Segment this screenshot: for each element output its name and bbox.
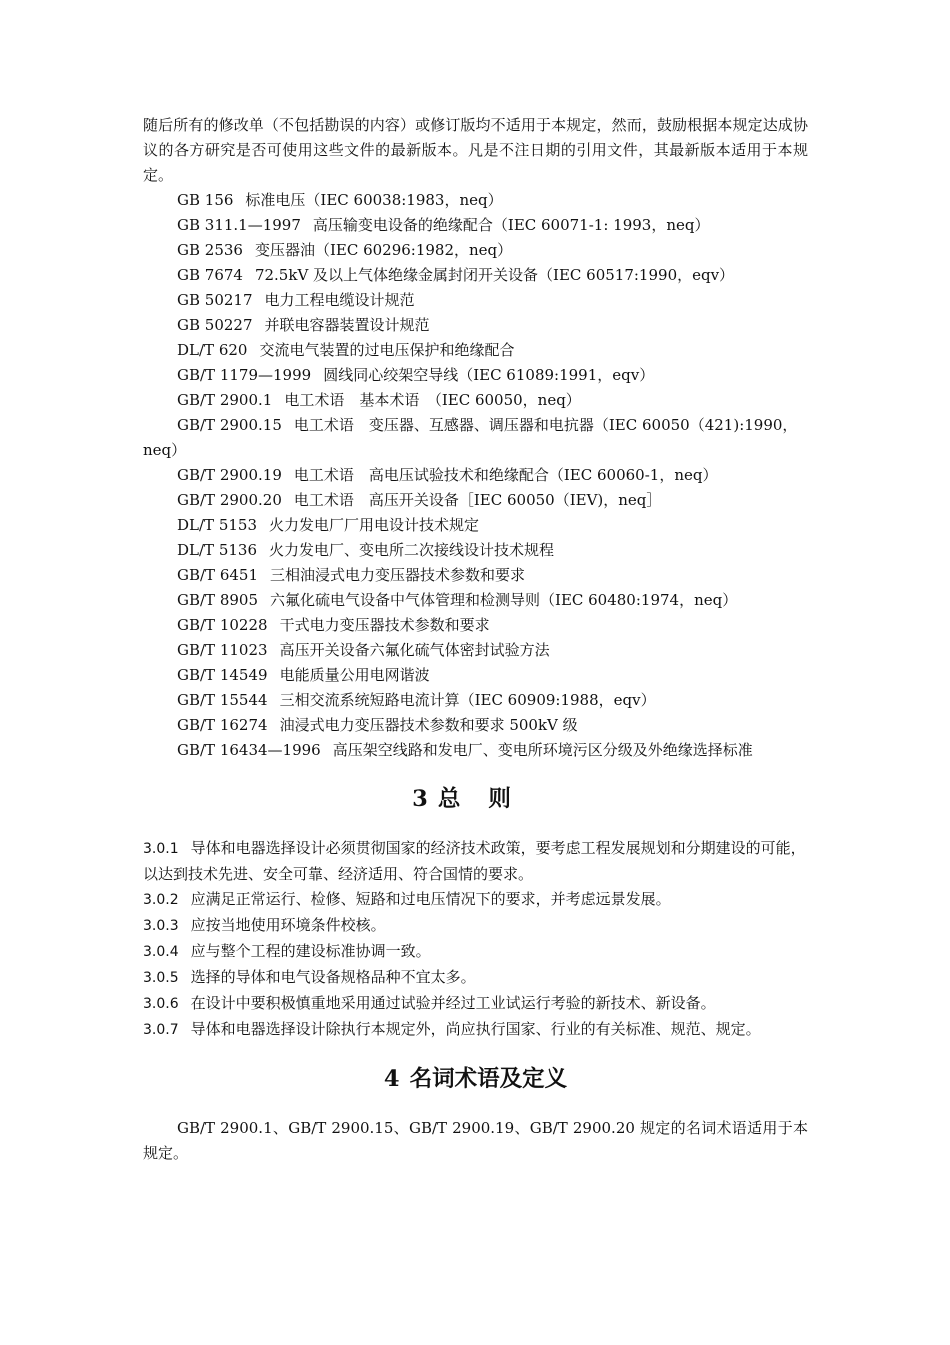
clause-number: 3.0.1 (143, 841, 179, 857)
reference-title: 火力发电厂厂用电设计技术规定 (269, 516, 480, 534)
reference-title: 标准电压（IEC 60038:1983，neq） (245, 191, 503, 209)
reference-code: GB/T 1179—1999 (177, 366, 312, 384)
reference-code: GB 50217 (177, 291, 253, 309)
reference-code: GB/T 2900.20 (177, 491, 282, 509)
reference-code: GB/T 16274 (177, 716, 268, 734)
spacer (143, 812, 808, 836)
reference-item (143, 313, 808, 338)
reference-code: GB/T 10228 (177, 616, 268, 634)
reference-code: DL/T 5153 (177, 516, 257, 534)
clause-number: 3.0.4 (143, 944, 179, 960)
section-4-heading (143, 1067, 808, 1092)
clause-number: 3.0.5 (143, 970, 179, 986)
reference-item (143, 463, 808, 488)
section-4-paragraph: GB/T 2900.1、GB/T 2900.15、GB/T 2900.19、GB/T 2900.20 规定的名词术语适用于本规定。 (143, 1119, 808, 1162)
reference-code: GB/T 6451 (177, 566, 259, 584)
reference-item (143, 388, 808, 413)
spacer (143, 1092, 808, 1116)
reference-item (143, 563, 808, 588)
reference-title: 干式电力变压器技术参数和要求 (279, 616, 490, 634)
reference-item (143, 713, 808, 738)
reference-code: GB/T 2900.15 (177, 416, 282, 434)
reference-code: DL/T 620 (177, 341, 248, 359)
reference-title: 六氟化硫电气设备中气体管理和检测导则（IEC 60480:1974，neq） (270, 591, 738, 609)
clause-number: 3.0.2 (143, 892, 179, 908)
reference-code: GB 311.1—1997 (177, 216, 301, 234)
reference-code: GB/T 2900.19 (177, 466, 282, 484)
reference-code: GB 2536 (177, 241, 243, 259)
section-number: 4 (383, 1066, 400, 1092)
reference-title: 交流电气装置的过电压保护和绝缘配合 (259, 341, 515, 359)
reference-item (143, 213, 808, 238)
reference-title: 高压开关设备六氟化硫气体密封试验方法 (279, 641, 550, 659)
reference-title: 高压架空线路和发电厂、变电所环境污区分级及外绝缘选择标准 (332, 741, 753, 759)
reference-title: 72.5kV 及以上气体绝缘金属封闭开关设备（IEC 60517:1990，eqv） (254, 266, 735, 284)
reference-title: 电能质量公用电网谐波 (279, 666, 430, 684)
reference-code: GB/T 15544 (177, 691, 268, 709)
reference-code: GB/T 14549 (177, 666, 268, 684)
clause (143, 913, 808, 939)
section-title: 总则 (437, 786, 539, 812)
reference-item (143, 613, 808, 638)
reference-title: 电工术语 基本术语 （IEC 60050，neq） (284, 391, 581, 409)
reference-title: 变压器油（IEC 60296:1982，neq） (254, 241, 513, 259)
reference-item (143, 738, 808, 763)
spacer (143, 1043, 808, 1067)
reference-code: GB/T 8905 (177, 591, 259, 609)
clause (143, 965, 808, 991)
reference-item (143, 638, 808, 663)
reference-item (143, 413, 808, 463)
reference-item (143, 238, 808, 263)
reference-item (143, 663, 808, 688)
normative-references-list (143, 188, 808, 763)
reference-item (143, 188, 808, 213)
reference-code: GB 50227 (177, 316, 253, 334)
clause-text: 选择的导体和电气设备规格品种不宜太多。 (190, 968, 476, 986)
section-title: 名词术语及定义 (409, 1066, 568, 1092)
reference-title: 三相油浸式电力变压器技术参数和要求 (270, 566, 526, 584)
clause (143, 1017, 808, 1043)
reference-title: 电工术语 高压开关设备［IEC 60050（IEV)，neq］ (293, 491, 662, 509)
reference-title: 电力工程电缆设计规范 (264, 291, 415, 309)
clause-text: 应满足正常运行、检修、短路和过电压情况下的要求，并考虑远景发展。 (190, 890, 671, 908)
clause (143, 991, 808, 1017)
clause (143, 887, 808, 913)
reference-code: GB/T 11023 (177, 641, 268, 659)
reference-item (143, 288, 808, 313)
clause-text: 应与整个工程的建设标准协调一致。 (190, 942, 431, 960)
reference-title: 并联电容器装置设计规范 (264, 316, 430, 334)
clause-text: 应按当地使用环境条件校核。 (190, 916, 386, 934)
reference-item (143, 588, 808, 613)
reference-item (143, 488, 808, 513)
clause-text: 在设计中要积极慎重地采用通过试验并经过工业试运行考验的新技术、新设备。 (190, 994, 716, 1012)
reference-title: 电工术语 变压器、互感器、调压器和电抗器（IEC 60050（421):1990，neq） (143, 416, 798, 459)
document-page (143, 113, 808, 1166)
reference-item (143, 363, 808, 388)
spacer (143, 763, 808, 787)
section-3-clauses (143, 836, 808, 1043)
reference-item (143, 263, 808, 288)
reference-title: 油浸式电力变压器技术参数和要求 500kV 级 (279, 716, 578, 734)
clause-text: 导体和电器选择设计除执行本规定外，尚应执行国家、行业的有关标准、规范、规定。 (190, 1020, 761, 1038)
section-number: 3 (412, 786, 428, 812)
reference-title: 高压输变电设备的绝缘配合（IEC 60071-1: 1993，neq） (312, 216, 710, 234)
reference-item (143, 338, 808, 363)
section-3-heading (143, 787, 808, 812)
reference-title: 火力发电厂、变电所二次接线设计技术规程 (269, 541, 555, 559)
reference-code: GB/T 16434—1996 (177, 741, 321, 759)
reference-code: GB 156 (177, 191, 234, 209)
clause-text: 导体和电器选择设计必须贯彻国家的经济技术政策，要考虑工程发展规划和分期建设的可能，以达到技术先进、安全可靠、经济适用、符合国情的要求。 (143, 839, 806, 883)
reference-item (143, 538, 808, 563)
clause (143, 939, 808, 965)
reference-item (143, 513, 808, 538)
clause-number: 3.0.7 (143, 1022, 179, 1038)
clause-number: 3.0.3 (143, 918, 179, 934)
reference-title: 圆线同心绞架空导线（IEC 61089:1991，eqv） (323, 366, 655, 384)
reference-code: GB 7674 (177, 266, 243, 284)
reference-item (143, 688, 808, 713)
intro-paragraph: 随后所有的修改单（不包括勘误的内容）或修订版均不适用于本规定，然而，鼓励根据本规定达成协议的各方研究是否可使用这些文件的最新版本。凡是不注日期的引用文件，其最新版本适用于本规定。 (143, 116, 808, 184)
clause (143, 836, 808, 887)
clause-number: 3.0.6 (143, 996, 179, 1012)
reference-code: DL/T 5136 (177, 541, 257, 559)
reference-title: 电工术语 高电压试验技术和绝缘配合（IEC 60060-1，neq） (293, 466, 718, 484)
reference-code: GB/T 2900.1 (177, 391, 273, 409)
reference-title: 三相交流系统短路电流计算（IEC 60909:1988，eqv） (279, 691, 656, 709)
